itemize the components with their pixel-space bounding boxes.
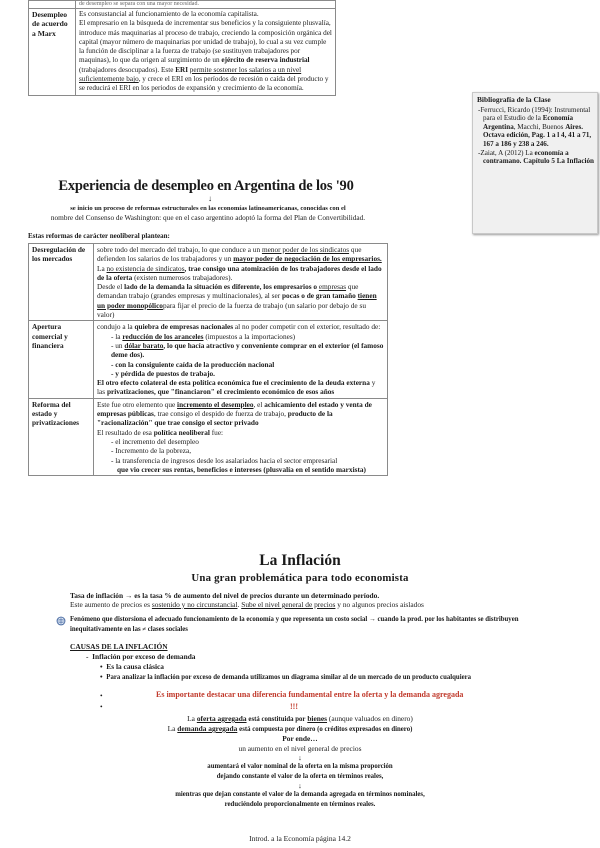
aggregate-supply: La oferta agregada está constituida por bienes (aunque valuados en dinero) — [187, 714, 413, 723]
inflation-social-cost: Fenómeno que distorsiona el adecuado funcionamiento de la economía y que representa un costo social → cuando la prod. por los habitantes se distribuyen inequitativamente en las ≠ clases sociales — [70, 616, 519, 633]
list-item: • Para analizar la inflación por exceso de demanda utilizamos un diagrama similar al de un mercado de un producto cualquiera — [100, 672, 472, 681]
therefore: Por ende… — [282, 734, 318, 743]
row-header-deregulation: Desregulación de los mercados — [29, 244, 94, 321]
bibliography-item: -Ferrucci, Ricardo (1994): Instrumental para el Estudio de la Economía Argentina, Macchi, Buenos Aires. Octava edición, Pag. 1 a l 4, 41 a 71, 167 a 186 y 238 a 246. — [478, 105, 592, 148]
cause-item: - Inflación por exceso de demanda — [86, 652, 196, 661]
explanation-line: mientras que dejan constante el valor de la demanda agregada en términos nominales, — [175, 791, 425, 798]
bibliography-box — [472, 92, 598, 234]
row-cell-state-reform: Este fue otro elemento que incremento el desempleo, el achicamiento del estado y venta de empresas públicas, trae consigo el despido de fuerza de trabajo, producto de la "racionalización" que trae consigo el sector privado El resultado de esa política neoliberal fue: - el incremento del desempleo - Incremento de la pobreza, - la transferencia de ingresos desde los asalariados hacia el sector empresarial que vio crecer sus rentas, beneficios e intereses (plusvalía en el sentido marxista) — [94, 398, 388, 475]
inflation-definition: Tasa de inflación → es la tasa % de aumento del nivel de precios durante un determinado período. Este aumento de precios es sostenido y no circunstancial. Sube el nivel general de precios y no algunos precios aislados — [70, 591, 424, 609]
row-cell-trade-opening: condujo a la quiebra de empresas nacionales al no poder competir con el exterior, resultado de: - la reducción de los aranceles (impuestos a la importaciones) - un dólar barato, lo que hacía atractivo y conveniente comprar en el exterior (el famoso deme dos). - con la consiguiente caída de la producción nacional - y pérdida de puestos de trabajo. El otro efecto colateral de esta política económica fue el crecimiento de la deuda externa y las privatizaciones, que "financiaron" el crecimiento económico de esos años — [94, 321, 388, 398]
table-top-fragment: de desempleo se separa con una mayor necesidad. — [76, 1, 336, 9]
exclamation: !!! — [290, 702, 298, 711]
row-header-state-reform: Reforma del estado y privatizaciones — [29, 398, 94, 475]
price-increase: un aumento en el nivel general de precios — [238, 744, 362, 753]
section-title-argentina: Experiencia de desempleo en Argentina de los '90 — [58, 178, 354, 194]
explanation-line: reduciéndolo proporcionalmente en términos reales. — [224, 801, 376, 808]
row-cell-deregulation: sobre todo del mercado del trabajo, lo que conduce a un menor poder de los sindicatos que defienden los salarios de los trabajadores y un mayor poder de negociación de los empresarios. La no existencia de sindicatos, trae consigo una atomización de los trabajadores desde el lado de la oferta (existen numerosos trabajadores). Desde el lado de la demanda la situación es diferente, los empresarios o empresas que demandan trabajo (grandes empresas y multinacionales), al ser pocas o de gran tamaño tienen un poder monopólicopara fijar el precio de la fuerza de trabajo (un salario por debajo de su valor) — [94, 244, 388, 321]
bibliography-item: -Zaiat, A (2012) La economía a contramano. Capítulo 5 La Inflación — [478, 148, 594, 166]
section-title-inflation: La Inflación — [259, 552, 341, 569]
down-arrow-icon: ↓ — [298, 753, 302, 762]
table-row — [29, 398, 388, 475]
marx-unemployment-table — [28, 0, 336, 96]
explanation-line: dejando constante el valor de la oferta en términos reales, — [216, 773, 384, 780]
bibliography-title: Bibliografía de la Clase — [477, 95, 551, 104]
row-header-trade-opening: Apertura comercial y financiera — [29, 321, 94, 398]
list-item: • — [100, 691, 103, 700]
down-arrow-icon: ↓ — [298, 781, 302, 790]
row-cell-marx: Es consustancial al funcionamiento de la economía capitalista. El empresario en la búsqueda de incrementar sus beneficios y la consiguiente plusvalía, introduce más maquinarias al proceso de trabajo, creciendo la composición orgánica del capital (mayor número de maquinarias por unidad de trabajo), lo cual a su vez cumple la función de disciplinar a la fuerza de trabajo (se sustituyen trabajadores por maquinas), lo que da origen al surgimiento de un ejército de reserva industrial (trabajadores desocupados). Este ERI permite sostener los salarios a un nivel suficientemente bajo, y crece el ERI en los períodos de recesión o caída del producto y se reducirá el ERI en los periodos de expansión y crecimiento de la economía. — [76, 9, 336, 96]
section-intro: se inicio un proceso de reformas estructurales en las economías latinoamericanas, conocidas con el nombre del Consenso de Washington: que en el caso argentino adoptó la forma del Plan de Convertibilidad. — [50, 205, 366, 222]
causes-title: CAUSAS DE LA INFLACIÓN — [70, 642, 168, 651]
table-row — [29, 1, 336, 9]
list-item: • Es la causa clásica — [100, 662, 164, 671]
important-note: Es importante destacar una diferencia fundamental entre la oferta y la demanda agregada — [156, 690, 464, 699]
explanation-line: aumentará el valor nominal de la oferta en la misma proporción — [207, 763, 393, 770]
reforms-table — [28, 243, 388, 476]
table-row — [29, 244, 388, 321]
list-item: • — [100, 702, 103, 711]
globe-icon — [56, 613, 66, 623]
section-subtitle-inflation: Una gran problemática para todo economista — [191, 572, 409, 584]
aggregate-demand: La demanda agregada está compuesta por dinero (o créditos expresados en dinero) — [167, 724, 413, 733]
table-row — [29, 9, 336, 96]
reforms-label: Estas reformas de carácter neoliberal plantean: — [28, 232, 170, 240]
page-footer: Introd. a la Economía página 14.2 — [249, 834, 351, 843]
down-arrow-icon: ↓ — [208, 194, 212, 203]
table-row — [29, 321, 388, 398]
row-header-marx: Desempleo de acuerdo a Marx — [29, 9, 76, 96]
